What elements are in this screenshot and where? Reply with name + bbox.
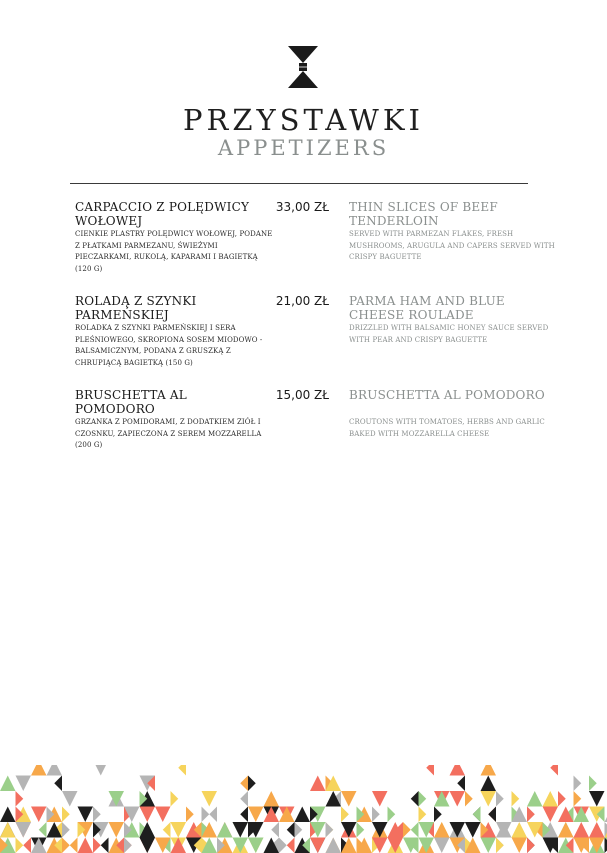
pattern-triangle bbox=[31, 807, 47, 823]
pattern-triangle bbox=[481, 791, 497, 807]
pattern-triangle bbox=[527, 791, 543, 807]
pattern-triangle bbox=[450, 765, 466, 776]
pattern-triangle bbox=[287, 822, 295, 838]
pattern-triangle bbox=[550, 765, 558, 776]
pattern-triangle bbox=[310, 776, 326, 792]
pattern-triangle bbox=[47, 765, 63, 776]
item-name-en: THIN SLICES OF BEEF TENDERLOIN bbox=[349, 200, 498, 228]
pattern-triangle bbox=[589, 776, 597, 792]
pattern-triangle bbox=[473, 807, 481, 823]
pattern-triangle bbox=[186, 807, 194, 823]
pattern-triangle bbox=[93, 838, 101, 853]
pattern-triangle bbox=[310, 838, 326, 853]
pattern-triangle bbox=[512, 791, 520, 807]
item-description-en: CROUTONS WITH TOMATOES, HERBS AND GARLIC BAKED WITH MOZZARELLA CHEESE bbox=[349, 418, 545, 438]
pattern-triangle bbox=[411, 822, 419, 838]
pattern-triangle bbox=[16, 791, 24, 807]
pattern-triangle bbox=[0, 822, 16, 838]
item-description-pl: GRZANKA Z POMIDORAMI, Z DODATKIEM ZIÓŁ I CZOSNKU, ZAPIECZONA Z SEREM MOZZARELLA (200 G) bbox=[75, 418, 262, 449]
pattern-triangle bbox=[434, 807, 442, 823]
pattern-triangle bbox=[426, 765, 434, 776]
bowtie-logo-icon bbox=[288, 46, 318, 88]
pattern-triangle bbox=[70, 838, 78, 853]
pattern-triangle bbox=[39, 822, 47, 838]
pattern-triangle bbox=[233, 822, 249, 838]
pattern-triangle bbox=[248, 776, 256, 792]
pattern-triangle bbox=[403, 822, 411, 838]
pattern-triangle bbox=[512, 822, 528, 838]
pattern-triangle bbox=[109, 822, 125, 838]
pattern-triangle bbox=[457, 776, 465, 792]
pattern-triangle bbox=[155, 807, 171, 823]
pattern-triangle bbox=[217, 822, 233, 838]
item-name-en: PARMA HAM AND BLUE CHEESE ROULADE bbox=[349, 294, 505, 322]
pattern-triangle bbox=[326, 838, 342, 853]
pattern-triangle bbox=[93, 807, 101, 823]
pattern-triangle bbox=[481, 765, 497, 776]
pattern-triangle bbox=[372, 807, 380, 823]
pattern-triangle bbox=[295, 822, 303, 838]
pattern-triangle bbox=[240, 791, 248, 807]
pattern-triangle bbox=[341, 791, 357, 807]
pattern-triangle bbox=[271, 822, 279, 838]
item-price: 33,00 ZŁ bbox=[275, 200, 329, 214]
pattern-triangle bbox=[574, 822, 590, 838]
pattern-triangle bbox=[62, 822, 70, 838]
pattern-triangle bbox=[171, 822, 187, 838]
pattern-triangle bbox=[543, 807, 559, 823]
pattern-triangle bbox=[527, 838, 535, 853]
pattern-triangle bbox=[434, 838, 450, 853]
pattern-triangle bbox=[31, 765, 47, 776]
pattern-triangle bbox=[264, 791, 280, 807]
pattern-triangle bbox=[372, 791, 388, 807]
pattern-triangle bbox=[488, 807, 496, 823]
item-name-en: BRUSCHETTA AL POMODORO bbox=[349, 388, 545, 402]
pattern-triangle bbox=[163, 822, 171, 838]
pattern-triangle bbox=[589, 822, 605, 838]
item-name-pl: BRUSCHETTA AL POMODORO bbox=[75, 388, 187, 416]
pattern-triangle bbox=[496, 838, 504, 853]
pattern-triangle bbox=[0, 807, 16, 823]
pattern-triangle bbox=[558, 791, 566, 807]
pattern-triangle bbox=[240, 776, 248, 792]
pattern-triangle bbox=[481, 838, 497, 853]
pattern-triangle bbox=[279, 838, 287, 853]
pattern-triangle bbox=[62, 838, 70, 853]
pattern-triangle bbox=[16, 776, 32, 792]
pattern-triangle bbox=[295, 807, 311, 823]
item-description-en: DRIZZLED WITH BALSAMIC HONEY SAUCE SERVED WITH PEAR AND CRISPY BAGUETTE bbox=[349, 324, 549, 344]
pattern-triangle bbox=[558, 822, 574, 838]
pattern-triangle bbox=[16, 838, 24, 853]
pattern-triangle bbox=[140, 838, 156, 853]
pattern-triangle bbox=[62, 807, 70, 823]
pattern-triangle bbox=[419, 791, 427, 807]
pattern-triangle bbox=[450, 791, 466, 807]
pattern-triangle bbox=[411, 791, 419, 807]
pattern-triangle bbox=[419, 807, 427, 823]
item-description-pl: CIENKIE PLASTRY POLĘDWICY WOŁOWEJ, PODANE Z PŁATKAMI PARMEZANU, ŚWIEŻYMI PIECZARKAMI, RUKOLĄ, KAPARAMI I BAGIETKĄ (120 G) bbox=[75, 230, 273, 273]
item-description-pl: ROLADKA Z SZYNKI PARMEŃSKIEJ I SERA PLEŚNIOWEGO, SKROPIONA SOSEM MIODOWO - BALSAMICZNYM, PODANA Z GRUSZKĄ Z CHRUPIĄCĄ BAGIETKĄ (150 G) bbox=[75, 324, 263, 367]
pattern-triangle bbox=[23, 838, 31, 853]
pattern-triangle bbox=[248, 807, 264, 823]
pattern-triangle bbox=[496, 791, 504, 807]
pattern-triangle bbox=[481, 776, 497, 792]
pattern-triangle bbox=[78, 807, 94, 823]
pattern-triangle bbox=[543, 791, 559, 807]
pattern-triangle bbox=[465, 822, 481, 838]
divider bbox=[70, 183, 528, 184]
pattern-triangle bbox=[0, 776, 16, 792]
pattern-triangle bbox=[101, 838, 109, 853]
pattern-triangle bbox=[202, 807, 210, 823]
pattern-triangle bbox=[248, 838, 264, 853]
pattern-triangle bbox=[78, 838, 94, 853]
page-title: PRZYSTAWKI bbox=[183, 103, 424, 137]
pattern-triangle bbox=[240, 807, 248, 823]
decorative-triangle-pattern bbox=[0, 765, 607, 853]
page-subtitle: APPETIZERS bbox=[217, 136, 390, 160]
pattern-triangle bbox=[512, 838, 528, 853]
pattern-triangle bbox=[54, 776, 62, 792]
pattern-triangle bbox=[124, 838, 132, 853]
pattern-triangle bbox=[287, 838, 295, 853]
pattern-triangle bbox=[574, 776, 582, 792]
pattern-triangle bbox=[574, 791, 582, 807]
pattern-triangle bbox=[16, 822, 32, 838]
pattern-triangle bbox=[434, 822, 450, 838]
pattern-triangle bbox=[465, 791, 473, 807]
pattern-triangle bbox=[140, 807, 156, 823]
pattern-triangle bbox=[326, 822, 334, 838]
item-name-pl: CARPACCIO Z POLĘDWICY WOŁOWEJ bbox=[75, 200, 250, 228]
item-price: 21,00 ZŁ bbox=[275, 294, 329, 308]
pattern-triangle bbox=[357, 822, 365, 838]
item-price: 15,00 ZŁ bbox=[275, 388, 329, 402]
item-name-pl: ROLADĄ Z SZYNKI PARMEŃSKIEJ bbox=[75, 294, 197, 322]
pattern-triangle bbox=[202, 791, 218, 807]
pattern-triangle bbox=[171, 791, 179, 807]
item-description-en: SERVED WITH PARMEZAN FLAKES, FRESH MUSHROOMS, ARUGULA AND CAPERS SERVED WITH CRISPY BAGUETTE bbox=[349, 230, 555, 261]
pattern-triangle bbox=[178, 765, 186, 776]
pattern-triangle bbox=[93, 765, 109, 776]
pattern-triangle bbox=[209, 807, 217, 823]
pattern-triangle bbox=[62, 791, 78, 807]
pattern-triangle bbox=[341, 807, 349, 823]
pattern-triangle bbox=[589, 791, 605, 807]
pattern-triangle bbox=[388, 807, 396, 823]
pattern-triangle bbox=[527, 807, 535, 823]
